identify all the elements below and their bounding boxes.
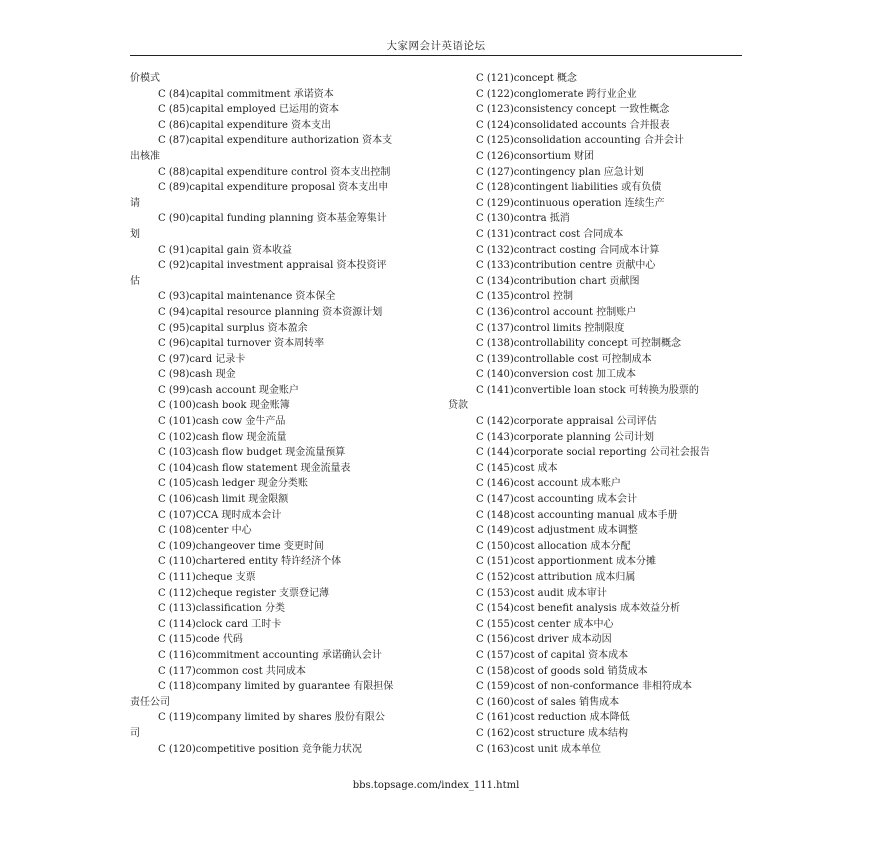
glossary-entry [448,570,743,586]
glossary-entry-text: C (99)cash account 现金账户 [158,384,299,396]
glossary-entry-text: C (112)cheque register 支票登记薄 [158,587,329,599]
glossary-entry [448,367,743,383]
glossary-entry-text: C (119)company limited by shares 股份有限公 [158,712,385,724]
glossary-entry-text: C (130)contra 抵消 [476,213,570,225]
glossary-entry [130,305,425,321]
glossary-entry-text: C (88)capital expenditure control 资本支出控制 [158,166,391,178]
glossary-entry [448,648,743,664]
glossary-entry-text: C (110)chartered entity 特许经济个体 [158,556,342,568]
glossary-entry [448,383,743,399]
glossary-entry [448,539,743,555]
glossary-entry-text: C (92)capital investment appraisal 资本投资评 [158,260,387,272]
glossary-entry [448,102,743,118]
glossary-entry-text: C (98)cash 现金 [158,369,236,381]
glossary-entry [130,383,425,399]
glossary-entry-continuation [130,196,425,212]
glossary-entry [130,679,425,695]
glossary-entry-continuation [130,149,425,165]
glossary-entry [448,414,743,430]
glossary-entry [448,523,743,539]
glossary-entry [448,445,743,461]
glossary-entry [448,601,743,617]
glossary-entry-text: C (129)continuous operation 连续生产 [476,197,665,209]
header-divider [130,55,742,56]
glossary-entry [130,664,425,680]
glossary-entry [130,118,425,134]
glossary-entry [448,71,743,87]
glossary-entry-continuation [130,227,425,243]
glossary-entry [448,196,743,212]
glossary-entry-text: 责任公司 [130,696,170,708]
glossary-entry-text: C (153)cost audit 成本审计 [476,587,607,599]
glossary-entry [130,243,425,259]
glossary-entry [130,133,425,149]
glossary-entry-text: C (135)control 控制 [476,291,573,303]
glossary-entry [448,243,743,259]
glossary-entry-text: C (158)cost of goods sold 销货成本 [476,665,648,677]
glossary-entry-text: C (150)cost allocation 成本分配 [476,540,631,552]
glossary-entry-text: C (142)corporate appraisal 公司评估 [476,416,657,428]
glossary-entry-text: C (137)control limits 控制限度 [476,322,625,334]
glossary-entry [130,492,425,508]
glossary-entry [130,87,425,103]
glossary-entry [130,289,425,305]
glossary-entry [130,710,425,726]
page-footer-url: bbs.topsage.com/index_111.html [352,780,520,791]
glossary-entry [448,695,743,711]
glossary-entry [130,445,425,461]
glossary-entry-text: C (161)cost reduction 成本降低 [476,712,630,724]
glossary-entry-text: C (91)capital gain 资本收益 [158,244,293,256]
glossary-entry [130,398,425,414]
glossary-entry-text: C (148)cost accounting manual 成本手册 [476,509,678,521]
glossary-entry [130,508,425,524]
glossary-entry-text: C (120)competitive position 竞争能力状况 [158,743,362,755]
glossary-entry-text: C (87)capital expenditure authorization 资本支 [158,135,393,147]
glossary-entry [448,227,743,243]
glossary-entry [448,492,743,508]
glossary-entry-text: C (84)capital commitment 承诺资本 [158,88,334,100]
glossary-entry [130,102,425,118]
glossary-entry-text: C (104)cash flow statement 现金流量表 [158,462,351,474]
glossary-entry-text: 司 [130,727,140,739]
glossary-entry-text: C (105)cash ledger 现金分类账 [158,478,308,490]
glossary-entry-continuation [448,398,743,414]
glossary-entry [130,586,425,602]
glossary-entry-text: C (121)concept 概念 [476,73,577,84]
glossary-entry-text: C (95)capital surplus 资本盈余 [158,322,308,334]
glossary-entry-text: C (106)cash limit 现金限额 [158,494,289,506]
glossary-entry-text: C (115)code 代码 [158,634,243,646]
glossary-entry [130,321,425,337]
glossary-entry [130,523,425,539]
glossary-entry [448,476,743,492]
glossary-entry-text: C (113)classification 分类 [158,603,286,615]
glossary-entry-text: C (94)capital resource planning 资本资源计划 [158,306,383,318]
glossary-entry-text: C (134)contribution chart 贡献图 [476,275,640,287]
glossary-entry [130,476,425,492]
glossary-entry-text: C (108)center 中心 [158,525,252,537]
glossary-entry-text: C (93)capital maintenance 资本保全 [158,291,336,303]
glossary-entry-text: C (147)cost accounting 成本会计 [476,494,637,506]
glossary-entry-text: C (152)cost attribution 成本归属 [476,572,636,583]
glossary-entry-text: C (140)conversion cost 加工成本 [476,369,637,381]
glossary-entry-text: C (100)cash book 现金账簿 [158,400,290,412]
glossary-entry [448,258,743,274]
glossary-entry-text: C (133)contribution centre 贡献中心 [476,260,656,272]
glossary-entry [130,617,425,633]
glossary-entry-text: C (97)card 记录卡 [158,353,246,365]
glossary-entry-text: C (89)capital expenditure proposal 资本支出申 [158,182,389,194]
glossary-entry-text: C (139)controllable cost 可控制成本 [476,353,652,365]
glossary-entry-text: C (132)contract costing 合同成本计算 [476,244,660,256]
glossary-entry [448,321,743,337]
glossary-entry-text: C (96)capital turnover 资本周转率 [158,338,325,350]
glossary-entry-text: C (102)cash flow 现金流量 [158,431,287,443]
glossary-entry [448,508,743,524]
glossary-entry [448,632,743,648]
glossary-entry-text: C (131)contract cost 合同成本 [476,228,624,240]
glossary-entry [130,648,425,664]
glossary-entry [448,165,743,181]
glossary-entry-continuation [130,71,425,87]
glossary-entry [448,726,743,742]
glossary-column-left [130,71,425,757]
glossary-entry [448,149,743,165]
glossary-entry-text: C (154)cost benefit analysis 成本效益分析 [476,603,681,615]
glossary-entry [448,118,743,134]
glossary-entry-text: C (143)corporate planning 公司计划 [476,431,655,443]
page-header: 大家网会计英语论坛 [386,40,486,52]
glossary-entry [448,289,743,305]
glossary-entry [130,258,425,274]
glossary-entry-text: C (126)consortium 财团 [476,150,595,162]
glossary-entry-text: C (160)cost of sales 销售成本 [476,696,620,708]
glossary-entry [130,742,425,758]
glossary-entry-continuation [130,726,425,742]
glossary-entry-text: C (144)corporate social reporting 公司社会报告 [476,447,710,459]
glossary-entry-text: C (107)CCA 现时成本会计 [158,509,282,521]
glossary-entry-text: C (90)capital funding planning 资本基金筹集计 [158,213,387,225]
glossary-entry [448,352,743,368]
glossary-entry-text: C (141)convertible loan stock 可转换为股票的 [476,384,699,396]
glossary-entry-text: 出核准 [130,150,160,162]
glossary-entry [130,461,425,477]
glossary-entry [448,617,743,633]
glossary-entry-text: C (117)common cost 共同成本 [158,665,306,677]
glossary-entry-text: C (155)cost center 成本中心 [476,618,614,630]
glossary-entry [448,336,743,352]
glossary-entry [130,570,425,586]
glossary-entry-text: 请 [130,197,140,209]
glossary-entry-text: C (145)cost 成本 [476,462,558,474]
glossary-entry [130,165,425,181]
glossary-entry-text: C (136)control account 控制账户 [476,306,637,318]
glossary-entry [448,305,743,321]
glossary-entry [448,430,743,446]
glossary-entry-text: 划 [130,228,140,240]
glossary-entry [448,211,743,227]
glossary-entry-continuation [130,695,425,711]
glossary-entry [448,87,743,103]
glossary-entry-text: C (85)capital employed 已运用的资本 [158,104,340,116]
glossary-entry-text: C (149)cost adjustment 成本调整 [476,525,638,537]
glossary-column-right [448,71,743,757]
glossary-entry [448,710,743,726]
glossary-entry [448,679,743,695]
glossary-entry-text: C (109)changeover time 变更时间 [158,540,324,552]
glossary-entry-text: C (116)commitment accounting 承诺确认会计 [158,649,382,661]
glossary-entry [130,180,425,196]
glossary-entry [130,539,425,555]
glossary-entry-continuation [130,274,425,290]
glossary-entry-text: C (118)company limited by guarantee 有限担保 [158,681,394,693]
glossary-entry-text: C (151)cost apportionment 成本分摊 [476,556,656,568]
glossary-entry-text: C (86)capital expenditure 资本支出 [158,119,332,131]
glossary-entry-text: C (125)consolidation accounting 合并会计 [476,135,684,147]
glossary-entry [448,180,743,196]
glossary-entry [130,367,425,383]
glossary-entry [448,664,743,680]
glossary-entry [448,133,743,149]
glossary-entry [130,336,425,352]
glossary-entry-text: C (159)cost of non-conformance 非相符成本 [476,681,692,693]
glossary-entry-text: C (123)consistency concept 一致性概念 [476,104,670,116]
glossary-entry [130,414,425,430]
glossary-entry [130,430,425,446]
glossary-entry [448,586,743,602]
glossary-entry-text: C (138)controllability concept 可控制概念 [476,338,681,350]
glossary-entry-text: C (128)contingent liabilities 或有负债 [476,182,662,194]
glossary-entry-text: C (156)cost driver 成本动因 [476,634,612,646]
glossary-entry [130,632,425,648]
glossary-entry [130,554,425,570]
glossary-entry-text: C (146)cost account 成本账户 [476,478,621,490]
glossary-entry [448,742,743,758]
glossary-entry [130,601,425,617]
glossary-entry-text: C (127)contingency plan 应急计划 [476,166,644,178]
glossary-entry [130,352,425,368]
glossary-entry-text: C (163)cost unit 成本单位 [476,743,601,755]
glossary-entry-text: C (124)consolidated accounts 合并报表 [476,119,670,131]
glossary-entry [448,274,743,290]
glossary-entry [448,461,743,477]
glossary-entry-text: 贷款 [448,400,468,412]
glossary-entry-text: C (157)cost of capital 资本成本 [476,649,629,661]
glossary-entry-text: C (101)cash cow 金牛产品 [158,416,286,428]
glossary-entry-text: C (162)cost structure 成本结构 [476,727,628,739]
glossary-entry [448,554,743,570]
glossary-entry-text: C (122)conglomerate 跨行业企业 [476,88,637,100]
glossary-entry-text: 价模式 [130,73,160,84]
glossary-entry-text: 估 [130,275,140,287]
glossary-entry-text: C (114)clock card 工时卡 [158,618,282,630]
glossary-entry-text: C (103)cash flow budget 现金流量预算 [158,447,346,459]
glossary-entry-text: C (111)cheque 支票 [158,572,256,583]
glossary-entry [130,211,425,227]
